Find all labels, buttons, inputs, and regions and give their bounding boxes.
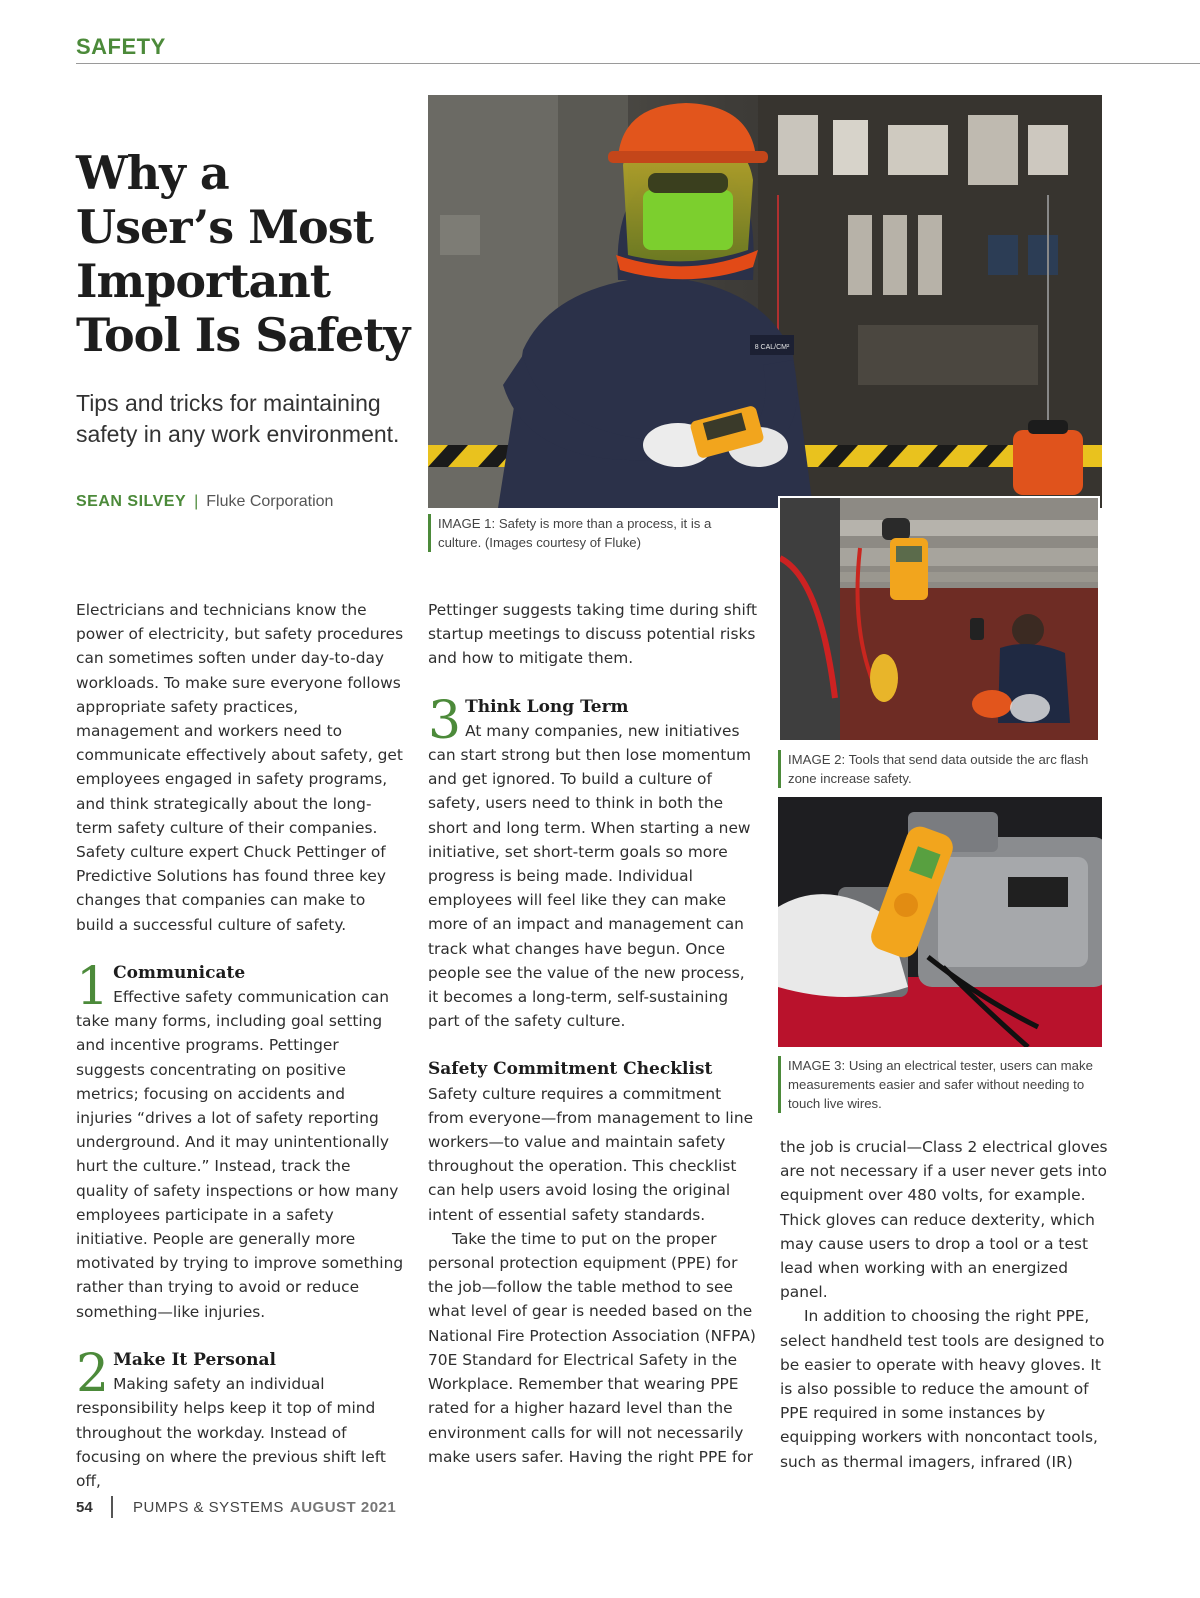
section-text: Effective safety communication can take many forms, including goal setting and incentive programs. Pettinger suggests concentrating on positive metrics; focusing on accidents and injuries “drives a lot of safety reporting underground. And it may unintentionally hurt the culture.” Instead, track the quality of safety inspections or how many employees participate in a safety initiative. People are generally more motivated by trying to improve something rather than trying to avoid or reduce something—like injuries.: [76, 988, 404, 1321]
section-text: At many companies, new initiatives can start strong but then lose momentum and get ignored. To build a culture of safety, users need to think in both the short and long term. When starting a new initiative, set short-term goals so more progress is being made. Individual employees will feel like they can make more of an impact and management can track what changes have begun. Once people see the value of the new process, it becomes a long-term, self-sustaining part of the safety culture.: [428, 721, 751, 1031]
page-number: 54: [76, 1499, 93, 1516]
section-communicate: [76, 956, 406, 1324]
checklist-paragraph-3: In addition to choosing the right PPE, select handheld test tools are designed to be easier to operate with heavy gloves. It is also possible to reduce the amount of PPE required in some instances by equipping workers with noncontact tools, such as thermal imagers, infrared (IR): [780, 1307, 1105, 1471]
section-heading: Communicate: [113, 962, 246, 983]
checklist-paragraph-2-continued: the job is crucial—Class 2 electrical gloves are not necessary if a user never gets into equipment over 480 volts, for example. Thick gloves can reduce dexterity, which may cause users to drop a tool or a test lead when working with an energized panel.: [780, 1138, 1108, 1302]
title-line: Why a: [76, 146, 229, 200]
title-line: Important: [76, 254, 331, 308]
photo-electrical-tester-motor: [778, 797, 1102, 1047]
photo-worker-illustration: [428, 95, 1102, 508]
publication-name: PUMPS & SYSTEMS: [133, 1499, 284, 1516]
author-name: SEAN SILVEY: [76, 493, 187, 510]
section-heading: Make It Personal: [113, 1349, 277, 1370]
body-column-3: [780, 1135, 1110, 1474]
photo-clamp-meter-remote: [778, 496, 1100, 742]
body-column-2: [428, 598, 758, 1469]
section-think-long-term: [428, 690, 758, 1034]
section-heading: Think Long Term: [465, 696, 629, 717]
title-line: User’s Most: [76, 200, 373, 254]
footer-publication: [133, 1499, 396, 1516]
article-subtitle: Tips and tricks for maintaining safety in any work environment.: [76, 390, 400, 447]
checklist-paragraph-1: Safety culture requires a commitment from everyone—from management to line workers—to value and maintain safety throughout the operation. This checklist can help users avoid losing the original intent of essential safety standards.: [428, 1084, 754, 1224]
byline: [76, 493, 333, 511]
title-line: Tool Is Safety: [76, 308, 410, 362]
footer-divider: [111, 1496, 113, 1518]
issue-date: AUGUST 2021: [289, 1499, 397, 1516]
article-title: [76, 146, 416, 362]
section-number: 2: [76, 1343, 110, 1404]
image-3-caption: IMAGE 3: Using an electrical tester, users can make measurements easier and safer without needing to touch live wires.: [778, 1056, 1118, 1113]
intro-paragraph: Electricians and technicians know the power of electricity, but safety procedures can sometimes soften under day-to-day workloads. To make sure everyone follows appropriate safety practices, management and workers need to communicate effectively about safety, get employees engaged in safety programs, and think strategically about the long-term safety culture of their companies. Safety culture expert Chuck Pettinger of Predictive Solutions has found three key changes that companies can make to build a successful culture of safety.: [76, 601, 404, 934]
photo-tester-illustration: [778, 797, 1102, 1047]
body-column-1: [76, 598, 406, 1493]
photo-worker-arc-flash-suit: [428, 95, 1102, 508]
chest-patch-label: 8 CAL/CM²: [754, 344, 790, 351]
author-organization: Fluke Corporation: [206, 493, 334, 510]
image-2-caption: IMAGE 2: Tools that send data outside the arc flash zone increase safety.: [778, 750, 1118, 788]
section-label: SAFETY: [76, 34, 166, 59]
section-make-it-personal: [76, 1343, 406, 1493]
section-number: 1: [76, 956, 110, 1017]
section-number: 3: [428, 690, 462, 751]
checklist-heading: Safety Commitment Checklist: [428, 1059, 713, 1080]
section-text: Making safety an individual responsibility helps keep it top of mind throughout the workday. Instead of focusing on where the previous shift left off,: [76, 1375, 386, 1490]
header-rule: [76, 63, 1200, 64]
byline-separator: |: [194, 493, 199, 510]
photo-clamp-meter-illustration: [780, 498, 1098, 740]
section-continued-text: Pettinger suggests taking time during shift startup meetings to discuss potential risks and how to mitigate them.: [428, 601, 758, 668]
image-1-caption: IMAGE 1: Safety is more than a process, it is a culture. (Images courtesy of Fluke): [428, 514, 738, 552]
checklist-paragraph-2: Take the time to put on the proper personal protection equipment (PPE) for the job—follow the table method to see what level of gear is needed based on the National Fire Protection Association (NFPA) 70E Standard for Electrical Safety in the Workplace. Remember that wearing PPE rated for a higher hazard level than the environment calls for will not necessarily make users safer. Having the right PPE for: [428, 1229, 756, 1466]
